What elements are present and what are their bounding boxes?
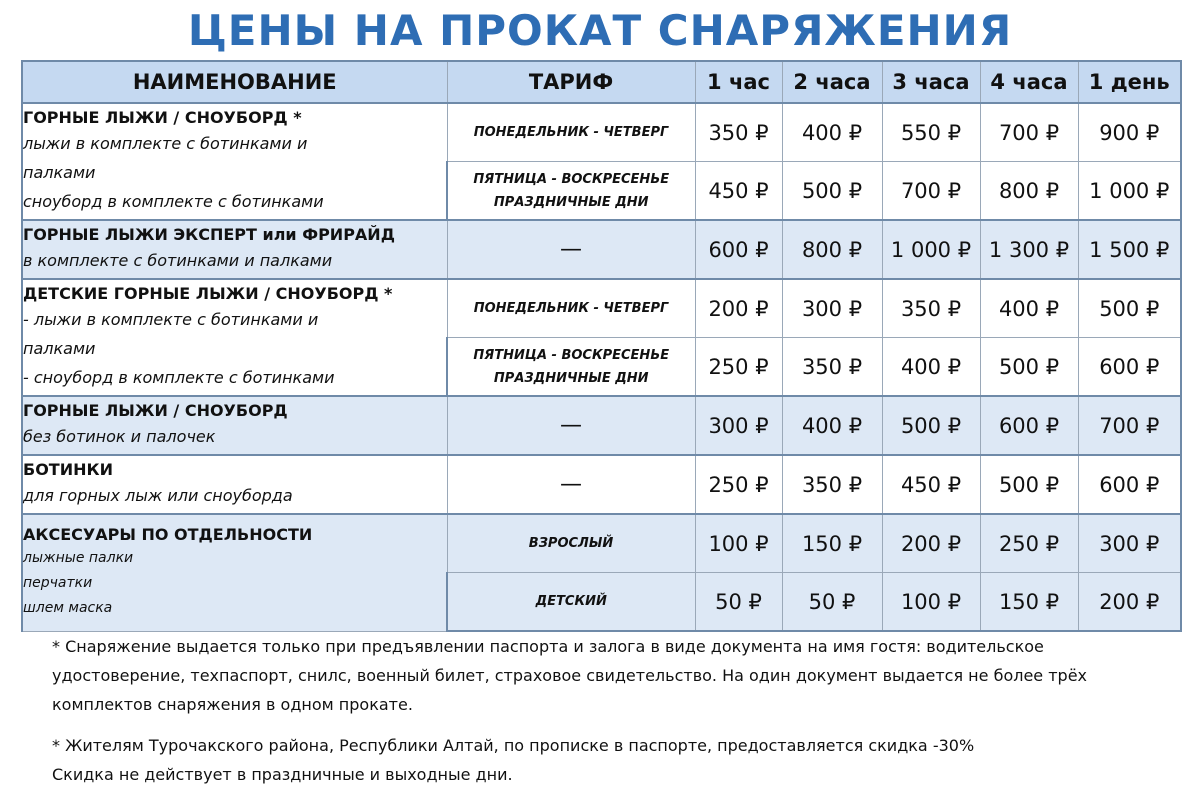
item-boots [22,455,447,514]
footnote-line: комплектов снаряжения в одном прокате. [52,695,413,714]
item-description: палками [23,339,96,358]
price-cell: 350 ₽ [782,455,882,514]
item-description: лыжные палки [23,550,134,567]
item-description: шлем маска [23,600,113,617]
price-cell: 400 ₽ [782,103,882,162]
price-cell: 250 ₽ [695,455,782,514]
item-title: АКСЕСУАРЫ ПО ОТДЕЛЬНОСТИ [23,525,313,545]
price-cell: 500 ₽ [980,455,1078,514]
price-cell: 200 ₽ [882,514,980,573]
item-title: ДЕТСКИЕ ГОРНЫЕ ЛЫЖИ / СНОУБОРД * [23,284,393,303]
price-cell: 300 ₽ [695,396,782,455]
price-cell: 350 ₽ [782,338,882,397]
price-cell: 400 ₽ [882,338,980,397]
table-row [22,455,1181,514]
table-row [22,514,1181,573]
price-cell: 250 ₽ [980,514,1078,573]
header-2-hours: 2 часа [782,61,882,103]
page-title: ЦЕНЫ НА ПРОКАТ СНАРЯЖЕНИЯ [187,6,1013,55]
footnote-line: * Снаряжение выдается только при предъявлении паспорта и залога в виде документа на имя гостя: водительское [52,637,1044,656]
price-cell: 600 ₽ [1078,338,1181,397]
tariff-cell: ДЕТСКИЙ [447,573,695,632]
tariff-cell: ПОНЕДЕЛЬНИК - ЧЕТВЕРГ [447,279,695,338]
header-3-hours: 3 часа [882,61,980,103]
price-cell: 200 ₽ [695,279,782,338]
tariff-cell: ВЗРОСЛЫЙ [447,514,695,573]
table-row [22,103,1181,162]
item-ski-no-boots [22,396,447,455]
item-accessories [22,514,447,631]
price-cell: 700 ₽ [882,162,980,221]
price-cell: 50 ₽ [695,573,782,632]
price-cell: 100 ₽ [695,514,782,573]
item-description: палками [23,163,96,182]
item-description: - сноуборд в комплекте с ботинками [23,368,335,387]
price-cell: 250 ₽ [695,338,782,397]
item-description: для горных лыж или сноуборда [23,486,293,505]
price-cell: 700 ₽ [980,103,1078,162]
item-description: сноуборд в комплекте с ботинками [23,192,324,211]
item-title: БОТИНКИ [23,460,113,479]
price-cell: 1 300 ₽ [980,220,1078,279]
footnote-line: Скидка не действует в праздничные и выходные дни. [52,765,513,784]
price-cell: 450 ₽ [695,162,782,221]
tariff-cell: — [447,396,695,455]
price-cell: 1 500 ₽ [1078,220,1181,279]
tariff-cell [447,162,695,221]
table-row [22,396,1181,455]
tariff-line: ПРАЗДНИЧНЫЕ ДНИ [493,370,649,386]
footnote-line: * Жителям Турочакского района, Республики Алтай, по прописке в паспорте, предоставляется скидка -30% [52,736,975,755]
price-cell: 450 ₽ [882,455,980,514]
footnotes [52,632,1192,789]
item-expert-freeride [22,220,447,279]
tariff-cell: — [447,455,695,514]
footnote-line: удостоверение, техпаспорт, снилс, военный билет, страховое свидетельство. На один документ выдается не более трёх [52,666,1088,685]
price-cell: 600 ₽ [695,220,782,279]
price-cell: 150 ₽ [782,514,882,573]
item-description: в комплекте с ботинками и палками [23,251,333,270]
price-cell: 1 000 ₽ [1078,162,1181,221]
price-cell: 300 ₽ [1078,514,1181,573]
price-cell: 1 000 ₽ [882,220,980,279]
header-4-hours: 4 часа [980,61,1078,103]
price-cell: 600 ₽ [980,396,1078,455]
tariff-line: ПЯТНИЦА - ВОСКРЕСЕНЬЕ [473,347,670,363]
price-cell: 300 ₽ [782,279,882,338]
item-description: - лыжи в комплекте с ботинками и [23,310,319,329]
tariff-cell [447,338,695,397]
table-header-row [22,61,1181,103]
price-cell: 350 ₽ [882,279,980,338]
item-title: ГОРНЫЕ ЛЫЖИ ЭКСПЕРТ или ФРИРАЙД [23,225,395,244]
price-cell: 500 ₽ [1078,279,1181,338]
price-cell: 700 ₽ [1078,396,1181,455]
price-cell: 200 ₽ [1078,573,1181,632]
item-title: ГОРНЫЕ ЛЫЖИ / СНОУБОРД [23,401,288,420]
price-cell: 350 ₽ [695,103,782,162]
price-cell: 400 ₽ [980,279,1078,338]
header-1-hour: 1 час [695,61,782,103]
price-cell: 800 ₽ [980,162,1078,221]
item-description: без ботинок и палочек [23,427,216,446]
header-tariff: ТАРИФ [447,61,695,103]
price-cell: 500 ₽ [782,162,882,221]
item-title: ГОРНЫЕ ЛЫЖИ / СНОУБОРД * [23,108,302,127]
header-name: НАИМЕНОВАНИЕ [22,61,447,103]
tariff-line: ПЯТНИЦА - ВОСКРЕСЕНЬЕ [473,171,670,187]
header-1-day: 1 день [1078,61,1181,103]
table-row [22,279,1181,338]
item-kids-ski-snowboard [22,279,447,396]
price-cell: 550 ₽ [882,103,980,162]
price-cell: 100 ₽ [882,573,980,632]
price-cell: 150 ₽ [980,573,1078,632]
price-cell: 400 ₽ [782,396,882,455]
table-row [22,220,1181,279]
item-description: перчатки [23,575,93,592]
item-description: лыжи в комплекте с ботинками и [23,134,308,153]
price-cell: 50 ₽ [782,573,882,632]
price-cell: 500 ₽ [980,338,1078,397]
tariff-line: ПРАЗДНИЧНЫЕ ДНИ [493,194,649,210]
price-cell: 500 ₽ [882,396,980,455]
tariff-cell: ПОНЕДЕЛЬНИК - ЧЕТВЕРГ [447,103,695,162]
price-cell: 600 ₽ [1078,455,1181,514]
item-ski-snowboard [22,103,447,220]
price-cell: 900 ₽ [1078,103,1181,162]
price-table [21,60,1182,632]
price-cell: 800 ₽ [782,220,882,279]
tariff-cell: — [447,220,695,279]
